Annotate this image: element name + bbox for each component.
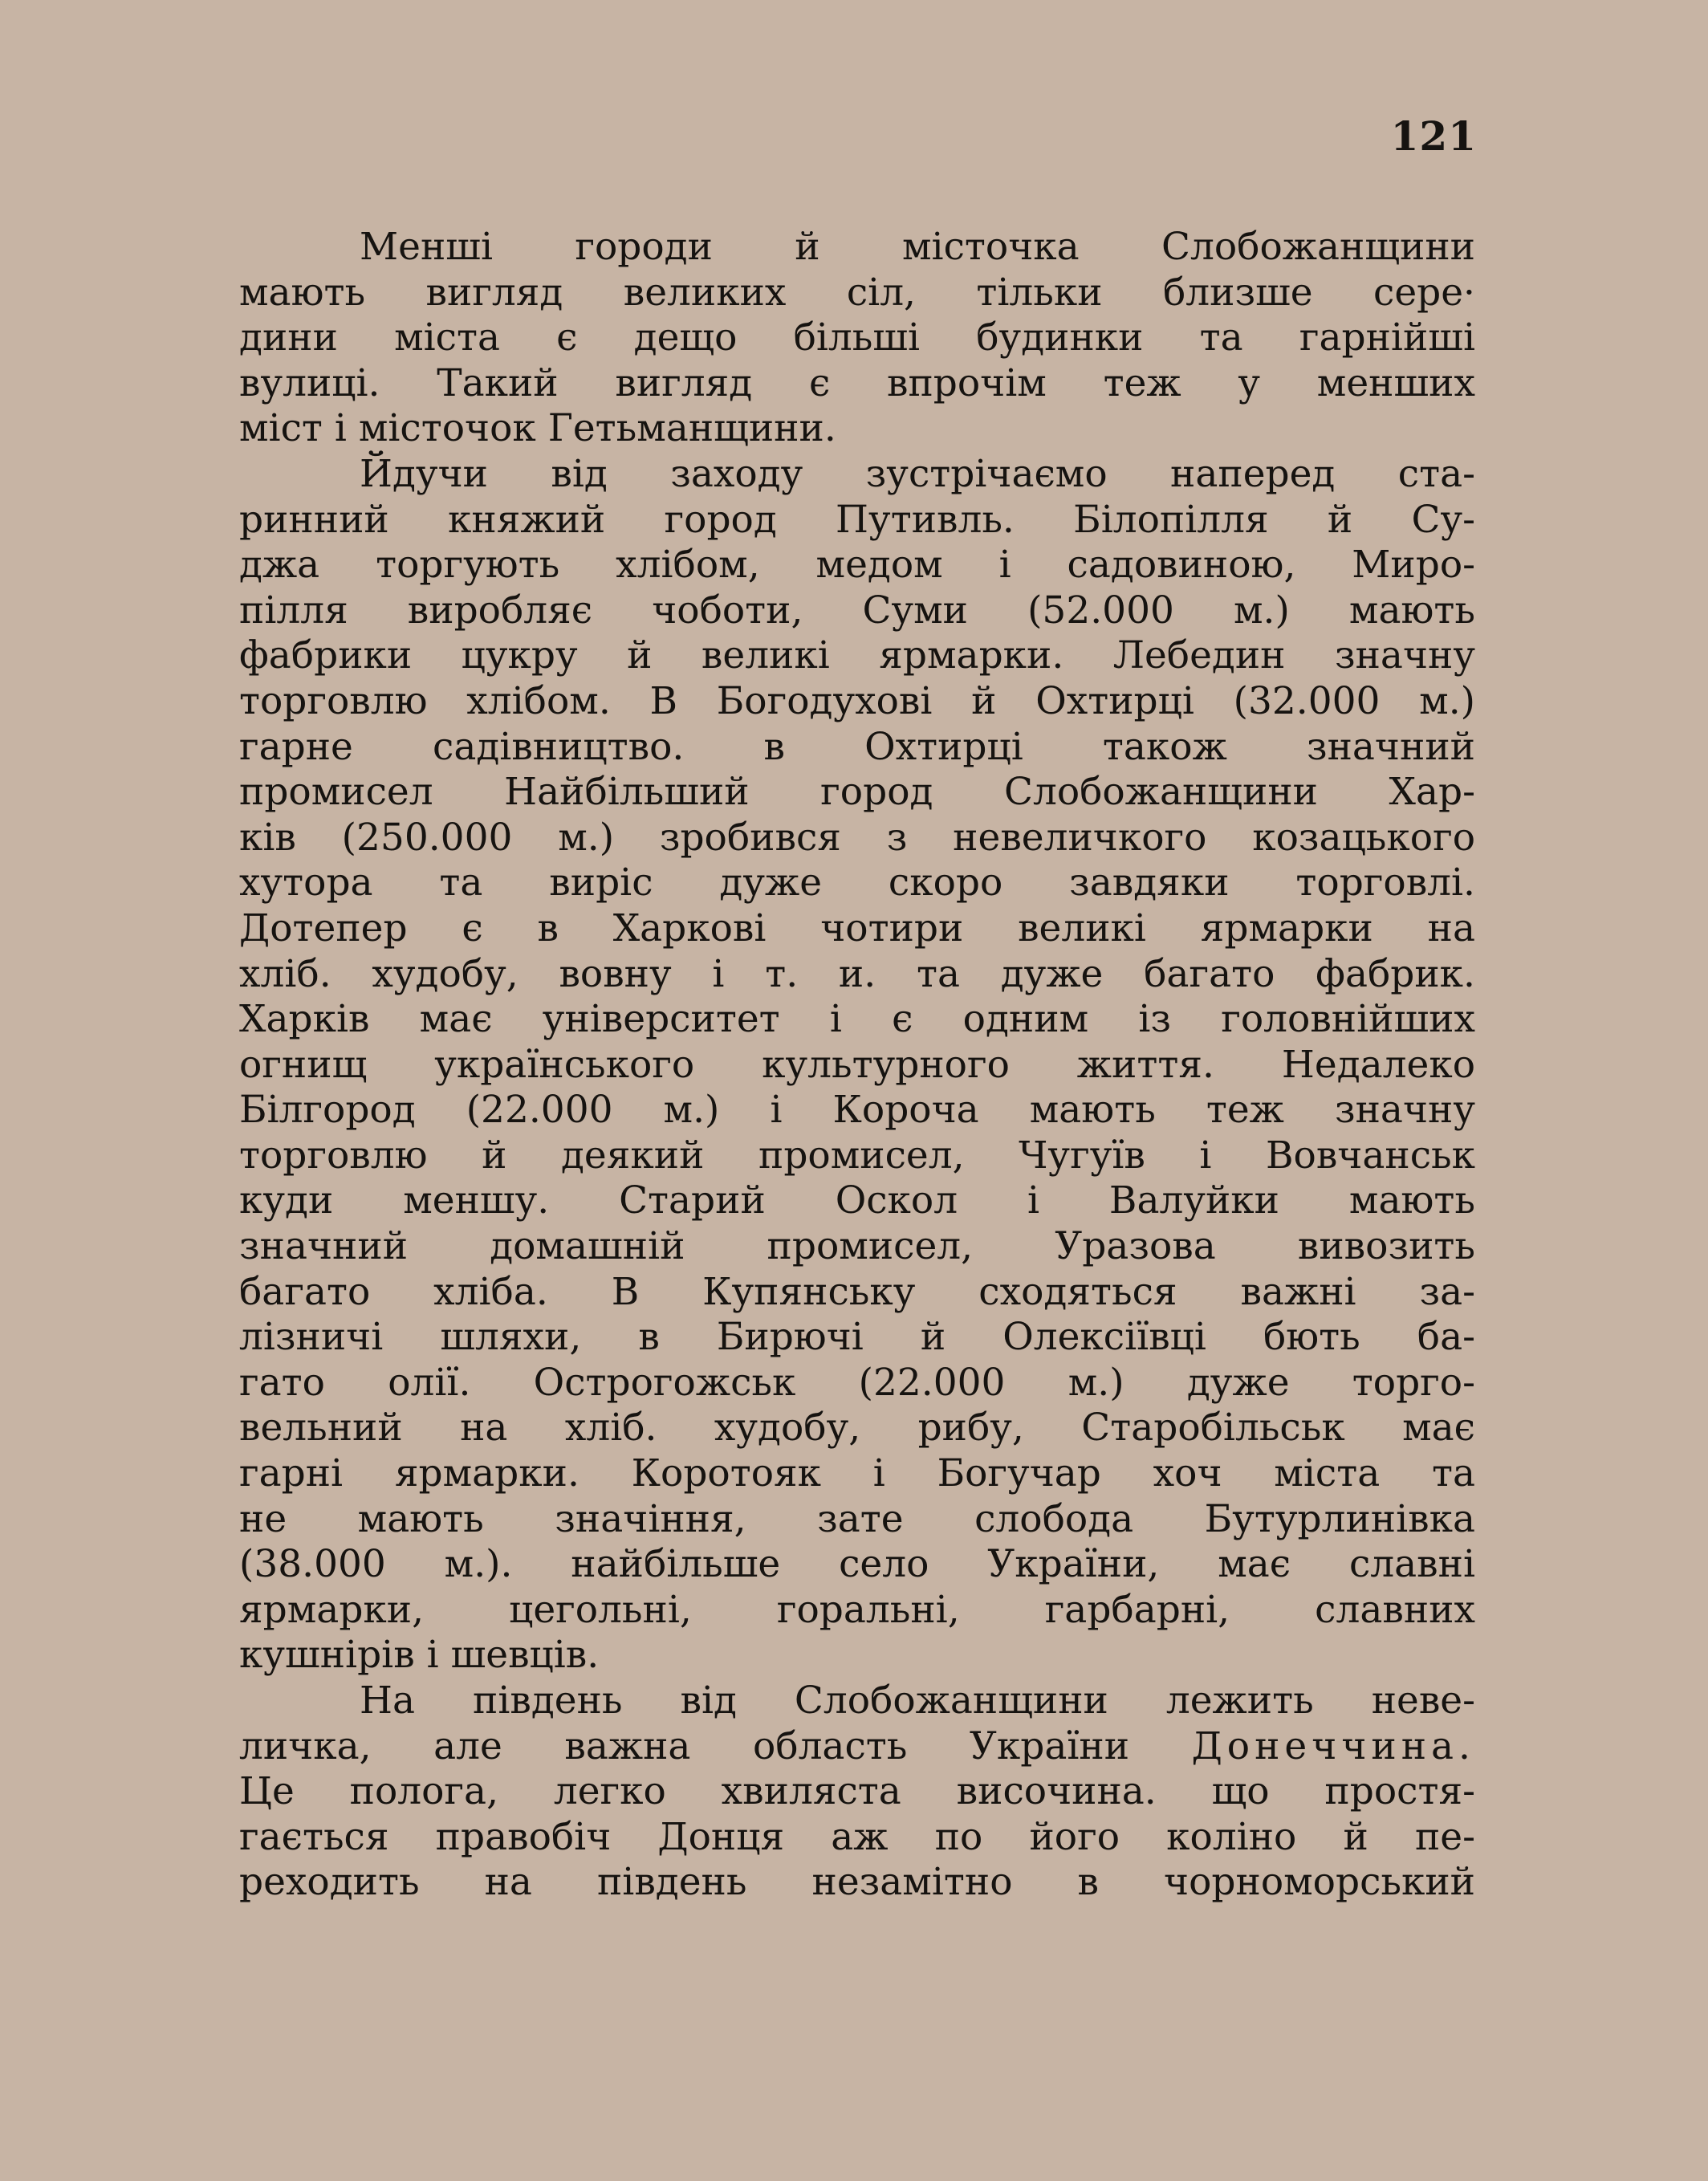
text-line: Білгород (22.000 м.) і Короча мають теж значну <box>239 1088 1475 1133</box>
paragraph-2 <box>239 452 1475 1678</box>
text-line: торговлю хлібом. В Богодухові й Охтирці (32.000 м.) <box>239 678 1475 723</box>
paragraph-1 <box>239 225 1475 452</box>
text-line: (38.000 м.). найбільше село України, має славні <box>239 1542 1475 1587</box>
text-line: куди меншу. Старий Оскол і Валуйки мають <box>239 1178 1475 1223</box>
text-line: Харків має університет і є одним із головнійших <box>239 997 1475 1042</box>
text-line: фабрики цукру й великі ярмарки. Лебедин значну <box>239 633 1475 678</box>
text-line: огнищ українського культурного життя. Недалеко <box>239 1042 1475 1087</box>
text-line: Менші городи й місточка Слобожанщини <box>360 225 1475 269</box>
text-line: не мають значіння, зате слобода Бутурлинівка <box>239 1496 1475 1541</box>
text-line: гато олії. Острогожськ (22.000 м.) дуже торго- <box>239 1360 1475 1405</box>
text-line: кушнірів і шевців. <box>239 1633 600 1678</box>
text-line: гається правобіч Донця аж по його коліно й пе- <box>239 1814 1475 1859</box>
text-line: ярмарки, цегольні, горальні, гарбарні, славних <box>239 1587 1475 1632</box>
text-line: мають вигляд великих сіл, тільки близше сере· <box>239 270 1475 315</box>
body-text <box>239 225 1475 1906</box>
text-line: гарні ярмарки. Коротояк і Богучар хоч міста та <box>239 1451 1475 1496</box>
text-line: вулиці. Такий вигляд є впрочім теж у менших <box>239 360 1475 405</box>
text-line: ринний княжий город Путивль. Білопілля й Су- <box>239 497 1475 542</box>
text-line: Це полога, легко хвиляста височина. що простя- <box>239 1769 1475 1814</box>
text-line: ків (250.000 м.) зробився з невеличкого козацького <box>239 815 1475 860</box>
text-line: реходить на південь незамітно в чорноморський <box>239 1860 1475 1905</box>
text-line: значний домашній промисел, Уразова вивозить <box>239 1224 1475 1269</box>
text-line: торговлю й деякий промисел, Чугуїв і Вовчанськ <box>239 1133 1475 1178</box>
text-line: вельний на хліб. худобу, рибу, Старобільськ має <box>239 1406 1475 1451</box>
text-line: Йдучи від заходу зустрічаємо наперед ста- <box>360 451 1475 496</box>
paragraph-3 <box>239 1678 1475 1906</box>
text-line: пілля виробляє чоботи, Суми (52.000 м.) мають <box>239 588 1475 633</box>
text-line: гарне садівництво. в Охтирці також значний <box>239 724 1475 769</box>
text-fragment: личка, але важна область України <box>239 1723 1130 1768</box>
text-line: промисел Найбільший город Слобожанщини Хар- <box>239 770 1475 815</box>
text-line: Дотепер є в Харкові чотири великі ярмарки на <box>239 905 1475 950</box>
text-line: джа торгують хлібом, медом і садовиною, Миро- <box>239 543 1475 588</box>
text-line: хутора та виріс дуже скоро завдяки торговлі. <box>239 861 1475 905</box>
text-line: багато хліба. В Купянську сходяться важні за- <box>239 1269 1475 1314</box>
text-line: хліб. худобу, вовну і т. и. та дуже багато фабрик. <box>239 951 1475 996</box>
text-line: На південь від Слобожанщини лежить неве- <box>360 1678 1475 1723</box>
text-line <box>239 1724 1475 1770</box>
text-line: лізничі шляхи, в Бирючі й Олексіївці бють ба- <box>239 1315 1475 1360</box>
text-line: міст і місточок Гетьманщини. <box>239 406 836 451</box>
text-line: дини міста є дещо більші будинки та гарнійші <box>239 315 1475 360</box>
emphasized-region-name: Донеччина. <box>1191 1723 1475 1768</box>
page-number: 121 <box>1390 112 1477 160</box>
